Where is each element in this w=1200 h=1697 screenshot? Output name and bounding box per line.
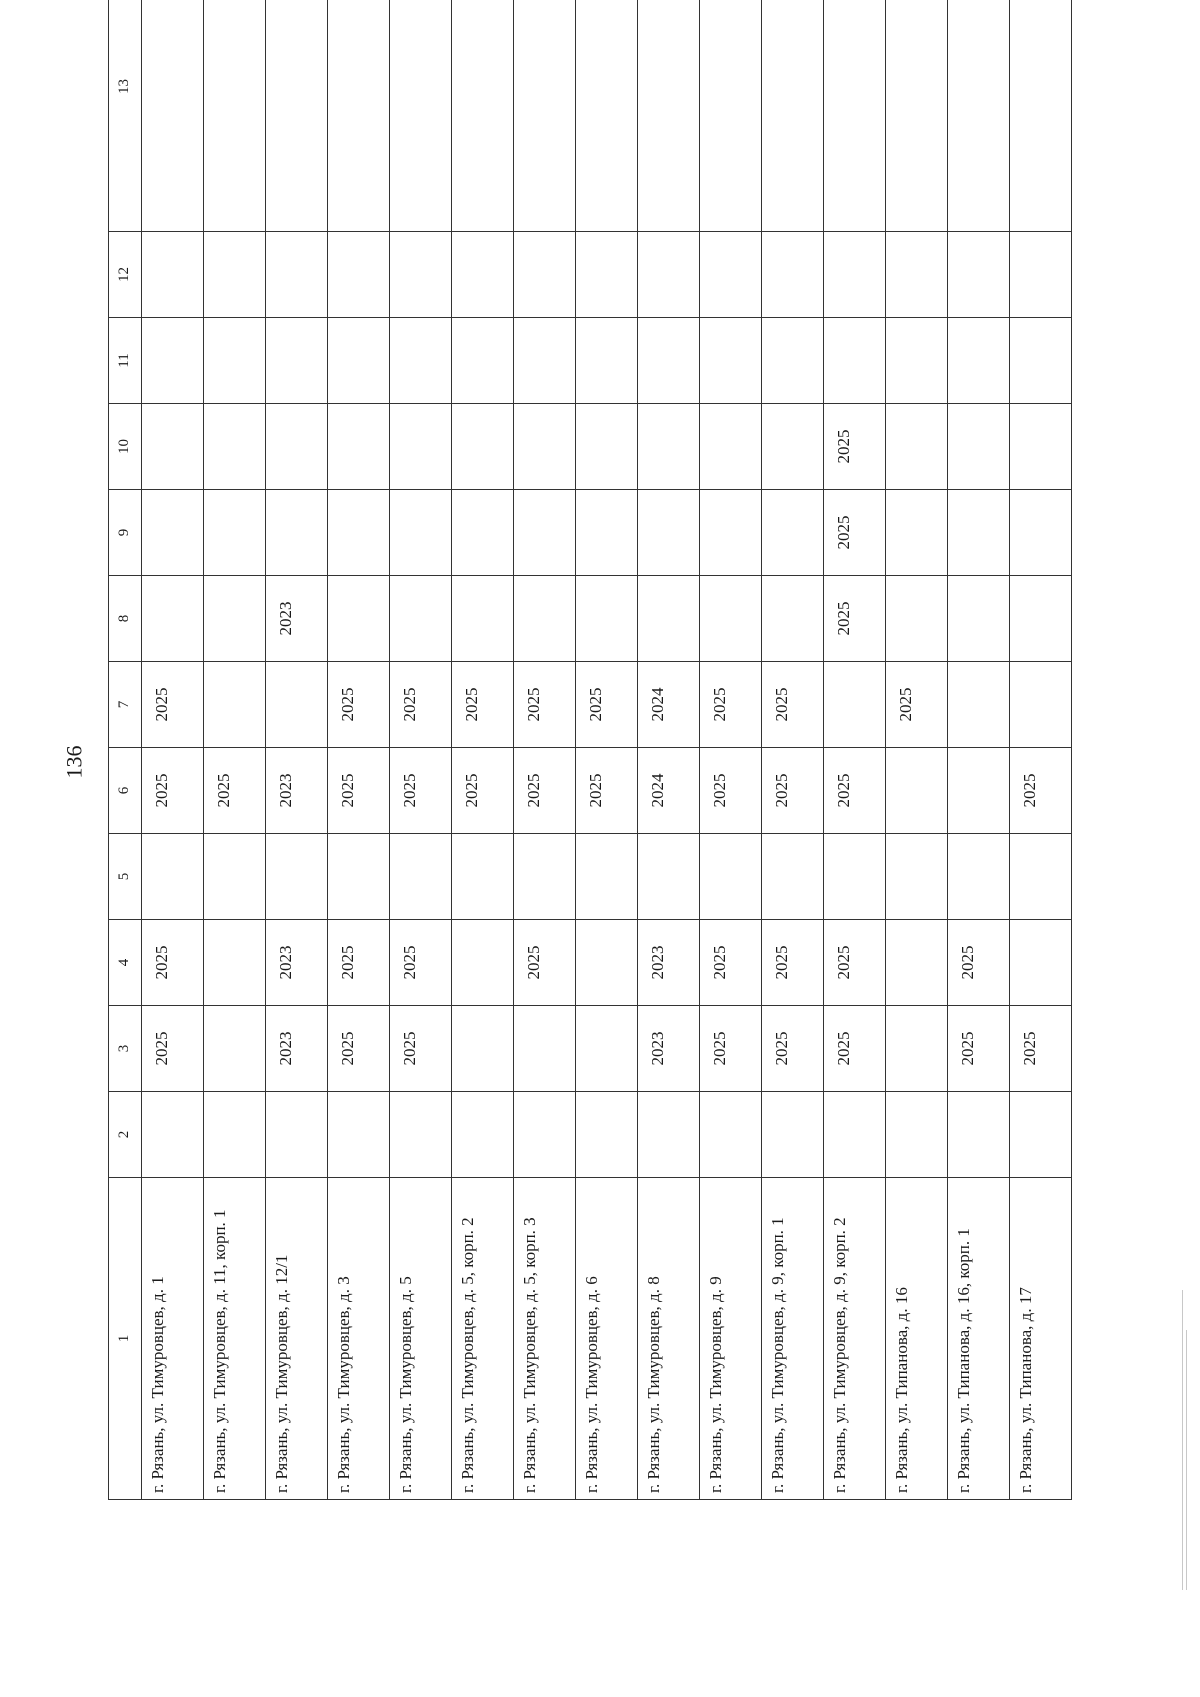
year-cell: 2025: [514, 748, 576, 834]
year-cell: [576, 404, 638, 490]
year-cell: [638, 834, 700, 920]
year-cell: 2025: [824, 404, 886, 490]
year-cell: [390, 490, 452, 576]
schedule-table: [108, 0, 1072, 1500]
year-cell: [700, 834, 762, 920]
year-cell: [1010, 662, 1072, 748]
year-cell: [452, 834, 514, 920]
year-cell: [452, 404, 514, 490]
address-cell: г. Рязань, ул. Тимуровцев, д. 5, корп. 2: [452, 1178, 514, 1500]
year-cell: [390, 1092, 452, 1178]
year-cell: [1010, 834, 1072, 920]
year-cell: 2025: [1010, 748, 1072, 834]
column-header-7: 7: [109, 662, 142, 748]
year-cell: [886, 748, 948, 834]
year-cell: [576, 1092, 638, 1178]
year-cell: [762, 232, 824, 318]
year-cell: [204, 662, 266, 748]
year-cell: 2025: [452, 662, 514, 748]
year-cell: [762, 490, 824, 576]
year-cell: [452, 0, 514, 232]
column-header-4: 4: [109, 920, 142, 1006]
year-cell: [266, 0, 328, 232]
year-cell: [1010, 232, 1072, 318]
year-cell: [142, 576, 204, 662]
year-cell: 2025: [886, 662, 948, 748]
year-cell: [638, 232, 700, 318]
year-cell: [328, 404, 390, 490]
year-cell: [638, 576, 700, 662]
year-cell: [886, 1092, 948, 1178]
year-cell: [328, 0, 390, 232]
year-cell: 2025: [824, 748, 886, 834]
table-row: [204, 0, 266, 1500]
year-cell: [1010, 920, 1072, 1006]
year-cell: [576, 576, 638, 662]
year-cell: [1010, 490, 1072, 576]
year-cell: [204, 920, 266, 1006]
page-number: [60, 742, 88, 782]
year-cell: [452, 490, 514, 576]
address-cell: г. Рязань, ул. Тимуровцев, д. 1: [142, 1178, 204, 1500]
year-cell: [142, 834, 204, 920]
year-cell: [824, 0, 886, 232]
year-cell: 2025: [328, 662, 390, 748]
year-cell: [142, 232, 204, 318]
year-cell: 2024: [638, 748, 700, 834]
table-row: [328, 0, 390, 1500]
column-number-row: [109, 0, 142, 1500]
year-cell: [638, 1092, 700, 1178]
column-header-9: 9: [109, 490, 142, 576]
year-cell: 2025: [824, 576, 886, 662]
year-cell: [886, 920, 948, 1006]
year-cell: [700, 404, 762, 490]
year-cell: 2025: [514, 662, 576, 748]
year-cell: [452, 232, 514, 318]
year-cell: [886, 490, 948, 576]
year-cell: [514, 0, 576, 232]
address-cell: г. Рязань, ул. Тимуровцев, д. 9: [700, 1178, 762, 1500]
year-cell: [576, 834, 638, 920]
address-cell: г. Рязань, ул. Тимуровцев, д. 11, корп. 1: [204, 1178, 266, 1500]
year-cell: [576, 232, 638, 318]
year-cell: [762, 0, 824, 232]
year-cell: [514, 232, 576, 318]
rotated-table-wrapper: [108, 40, 1078, 1500]
year-cell: 2025: [824, 1006, 886, 1092]
year-cell: [824, 232, 886, 318]
year-cell: [328, 576, 390, 662]
year-cell: [948, 0, 1010, 232]
year-cell: 2025: [576, 662, 638, 748]
year-cell: [204, 1006, 266, 1092]
year-cell: [328, 834, 390, 920]
column-header-6: 6: [109, 748, 142, 834]
column-header-1: 1: [109, 1178, 142, 1500]
table-row: [452, 0, 514, 1500]
year-cell: [762, 576, 824, 662]
year-cell: 2023: [266, 748, 328, 834]
year-cell: [948, 576, 1010, 662]
year-cell: [204, 576, 266, 662]
column-header-2: 2: [109, 1092, 142, 1178]
year-cell: [638, 318, 700, 404]
year-cell: [886, 0, 948, 232]
table-row: [638, 0, 700, 1500]
address-cell: г. Рязань, ул. Тимуровцев, д. 9, корп. 2: [824, 1178, 886, 1500]
year-cell: [142, 0, 204, 232]
year-cell: 2025: [390, 1006, 452, 1092]
year-cell: [700, 0, 762, 232]
year-cell: [948, 232, 1010, 318]
year-cell: [824, 662, 886, 748]
column-header-10: 10: [109, 404, 142, 490]
year-cell: 2025: [452, 748, 514, 834]
year-cell: [948, 1092, 1010, 1178]
year-cell: [204, 1092, 266, 1178]
year-cell: [328, 232, 390, 318]
year-cell: [886, 404, 948, 490]
year-cell: [700, 1092, 762, 1178]
year-cell: 2025: [390, 662, 452, 748]
year-cell: [700, 232, 762, 318]
year-cell: 2025: [328, 920, 390, 1006]
year-cell: [390, 834, 452, 920]
year-cell: [514, 490, 576, 576]
year-cell: [266, 232, 328, 318]
year-cell: 2025: [762, 662, 824, 748]
year-cell: [390, 0, 452, 232]
year-cell: [948, 748, 1010, 834]
column-header-8: 8: [109, 576, 142, 662]
year-cell: [266, 318, 328, 404]
year-cell: 2025: [824, 920, 886, 1006]
table-row: [266, 0, 328, 1500]
address-cell: г. Рязань, ул. Тимуровцев, д. 6: [576, 1178, 638, 1500]
year-cell: [948, 662, 1010, 748]
year-cell: 2025: [514, 920, 576, 1006]
year-cell: 2023: [266, 576, 328, 662]
year-cell: [638, 490, 700, 576]
year-cell: [824, 1092, 886, 1178]
year-cell: [266, 834, 328, 920]
year-cell: [886, 318, 948, 404]
year-cell: [514, 576, 576, 662]
year-cell: [638, 0, 700, 232]
year-cell: [452, 576, 514, 662]
year-cell: [514, 404, 576, 490]
year-cell: [204, 318, 266, 404]
year-cell: 2025: [824, 490, 886, 576]
table-row: [762, 0, 824, 1500]
address-cell: г. Рязань, ул. Типанова, д. 17: [1010, 1178, 1072, 1500]
year-cell: [948, 318, 1010, 404]
year-cell: [452, 1092, 514, 1178]
year-cell: [886, 834, 948, 920]
year-cell: 2025: [142, 748, 204, 834]
year-cell: [204, 404, 266, 490]
year-cell: [452, 318, 514, 404]
year-cell: [948, 404, 1010, 490]
year-cell: 2025: [1010, 1006, 1072, 1092]
year-cell: 2023: [638, 1006, 700, 1092]
year-cell: [142, 404, 204, 490]
year-cell: [142, 318, 204, 404]
year-cell: 2025: [762, 748, 824, 834]
table-row: [948, 0, 1010, 1500]
year-cell: [204, 0, 266, 232]
year-cell: [390, 576, 452, 662]
year-cell: [762, 1092, 824, 1178]
year-cell: [514, 1006, 576, 1092]
year-cell: [266, 404, 328, 490]
year-cell: [700, 576, 762, 662]
year-cell: [142, 1092, 204, 1178]
year-cell: [700, 490, 762, 576]
year-cell: [204, 490, 266, 576]
year-cell: 2025: [142, 920, 204, 1006]
year-cell: 2025: [700, 1006, 762, 1092]
year-cell: [452, 920, 514, 1006]
table-row: [576, 0, 638, 1500]
year-cell: [204, 232, 266, 318]
table-row: [390, 0, 452, 1500]
year-cell: 2025: [948, 920, 1010, 1006]
scan-edge-line: [1182, 1290, 1183, 1590]
year-cell: [762, 318, 824, 404]
year-cell: 2025: [762, 1006, 824, 1092]
year-cell: [266, 1092, 328, 1178]
table-row: [514, 0, 576, 1500]
address-cell: г. Рязань, ул. Тимуровцев, д. 5: [390, 1178, 452, 1500]
year-cell: [576, 490, 638, 576]
year-cell: [328, 1092, 390, 1178]
column-header-13: 13: [109, 0, 142, 232]
year-cell: [638, 404, 700, 490]
table-row: [886, 0, 948, 1500]
year-cell: [576, 1006, 638, 1092]
year-cell: [328, 490, 390, 576]
address-cell: г. Рязань, ул. Тимуровцев, д. 9, корп. 1: [762, 1178, 824, 1500]
year-cell: [1010, 318, 1072, 404]
table-row: [142, 0, 204, 1500]
year-cell: [142, 490, 204, 576]
year-cell: [948, 834, 1010, 920]
year-cell: [452, 1006, 514, 1092]
table-row: [700, 0, 762, 1500]
address-cell: г. Рязань, ул. Тимуровцев, д. 8: [638, 1178, 700, 1500]
year-cell: 2024: [638, 662, 700, 748]
year-cell: [1010, 0, 1072, 232]
address-cell: г. Рязань, ул. Тимуровцев, д. 5, корп. 3: [514, 1178, 576, 1500]
year-cell: [514, 834, 576, 920]
page-number-text: 136: [61, 745, 86, 779]
year-cell: [328, 318, 390, 404]
table-row: [1010, 0, 1072, 1500]
year-cell: [1010, 1092, 1072, 1178]
year-cell: [762, 404, 824, 490]
year-cell: [390, 404, 452, 490]
year-cell: 2025: [700, 662, 762, 748]
column-header-5: 5: [109, 834, 142, 920]
year-cell: 2025: [328, 748, 390, 834]
scan-edge-line: [1186, 1330, 1187, 1590]
year-cell: [762, 834, 824, 920]
year-cell: 2025: [142, 662, 204, 748]
year-cell: [886, 1006, 948, 1092]
year-cell: [266, 662, 328, 748]
year-cell: [576, 0, 638, 232]
year-cell: 2023: [266, 920, 328, 1006]
address-cell: г. Рязань, ул. Тимуровцев, д. 3: [328, 1178, 390, 1500]
year-cell: [266, 490, 328, 576]
year-cell: [1010, 576, 1072, 662]
year-cell: [514, 318, 576, 404]
year-cell: 2025: [576, 748, 638, 834]
year-cell: [948, 490, 1010, 576]
year-cell: [204, 834, 266, 920]
year-cell: 2025: [204, 748, 266, 834]
year-cell: [514, 1092, 576, 1178]
year-cell: [576, 920, 638, 1006]
column-header-11: 11: [109, 318, 142, 404]
column-header-12: 12: [109, 232, 142, 318]
year-cell: 2025: [700, 748, 762, 834]
year-cell: [886, 232, 948, 318]
year-cell: [1010, 404, 1072, 490]
year-cell: [700, 318, 762, 404]
year-cell: 2025: [328, 1006, 390, 1092]
table-header: [109, 0, 142, 1500]
year-cell: 2023: [638, 920, 700, 1006]
year-cell: [886, 576, 948, 662]
year-cell: [824, 834, 886, 920]
year-cell: 2023: [266, 1006, 328, 1092]
year-cell: 2025: [142, 1006, 204, 1092]
year-cell: [390, 318, 452, 404]
address-cell: г. Рязань, ул. Типанова, д. 16, корп. 1: [948, 1178, 1010, 1500]
year-cell: [576, 318, 638, 404]
year-cell: [824, 318, 886, 404]
address-cell: г. Рязань, ул. Тимуровцев, д. 12/1: [266, 1178, 328, 1500]
table-body: [142, 0, 1072, 1500]
year-cell: [390, 232, 452, 318]
table-row: [824, 0, 886, 1500]
year-cell: 2025: [390, 920, 452, 1006]
year-cell: 2025: [762, 920, 824, 1006]
year-cell: 2025: [390, 748, 452, 834]
year-cell: 2025: [700, 920, 762, 1006]
year-cell: 2025: [948, 1006, 1010, 1092]
column-header-3: 3: [109, 1006, 142, 1092]
address-cell: г. Рязань, ул. Типанова, д. 16: [886, 1178, 948, 1500]
